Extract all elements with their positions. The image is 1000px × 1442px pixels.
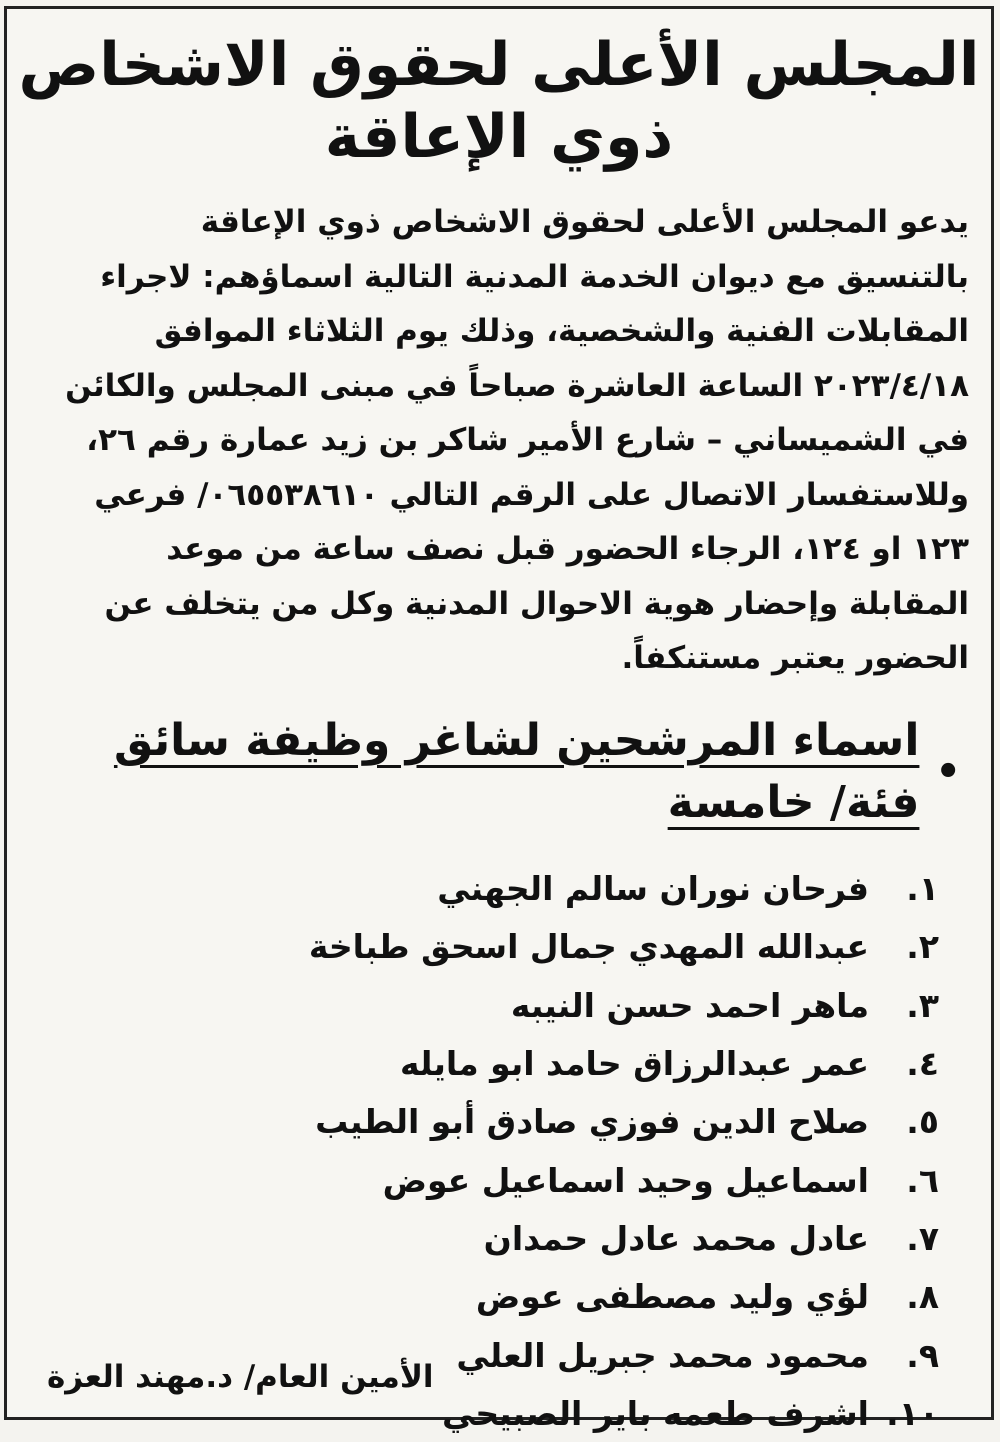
candidate-name: صلاح الدين فوزي صادق أبو الطيب [315,1102,879,1141]
item-number: ١. [879,869,939,908]
body-line: في الشميساني – شارع الأمير شاكر بن زيد عمارة رقم ٢٦، [29,413,969,468]
candidates-list [7,860,939,1442]
candidate-name: محمود محمد جبريل العلي [456,1336,879,1375]
list-item [7,1209,939,1267]
title-line-2: ذوي الإعاقة [7,103,991,171]
bullet-icon: • [935,741,961,803]
item-number: ٣. [879,986,939,1025]
item-number: ٧. [879,1219,939,1258]
list-item [7,1151,939,1209]
announcement-frame [4,6,994,1420]
body-line: المقابلات الفنية والشخصية، وذلك يوم الثلاثاء الموافق [29,304,969,359]
body-line: يدعو المجلس الأعلى لحقوق الاشخاص ذوي الإعاقة [29,195,969,250]
list-item [7,1268,939,1326]
candidate-name: اشرف طعمه باير الصبيحي [442,1394,879,1433]
signature: الأمين العام/ د.مهند العزة [47,1359,434,1395]
item-number: ١٠. [879,1394,939,1433]
candidates-heading [37,710,961,834]
item-number: ٨. [879,1277,939,1316]
candidates-heading-text: اسماء المرشحين لشاغر وظيفة سائق فئة/ خامسة [37,710,919,834]
body-line: وللاستفسار الاتصال على الرقم التالي ٠٦٥٥٣٨٦١٠/ فرعي [29,468,969,523]
list-item [7,976,939,1034]
list-item [7,1034,939,1092]
item-number: ٦. [879,1161,939,1200]
candidate-name: لؤي وليد مصطفى عوض [476,1277,879,1316]
item-number: ٩. [879,1336,939,1375]
item-number: ٢. [879,927,939,966]
title-line-1: المجلس الأعلى لحقوق الاشخاص [7,31,991,99]
body-line: الحضور يعتبر مستنكفاً. [29,631,969,686]
body-line: المقابلة وإحضار هوية الاحوال المدنية وكل من يتخلف عن [29,577,969,632]
item-number: ٤. [879,1044,939,1083]
candidate-name: اسماعيل وحيد اسماعيل عوض [383,1161,879,1200]
item-number: ٥. [879,1102,939,1141]
announcement-title [7,31,991,171]
candidate-name: عادل محمد عادل حمدان [484,1219,879,1258]
list-item [7,918,939,976]
candidate-name: عبدالله المهدي جمال اسحق طباخة [309,927,879,966]
candidate-name: ماهر احمد حسن النيبه [511,986,879,1025]
candidate-name: فرحان نوران سالم الجهني [437,869,879,908]
list-item [7,1093,939,1151]
list-item [7,860,939,918]
announcement-body [29,195,969,686]
body-line: بالتنسيق مع ديوان الخدمة المدنية التالية اسماؤهم: لاجراء [29,250,969,305]
candidate-name: عمر عبدالرزاق حامد ابو مايله [400,1044,879,1083]
body-line: ٢٠٢٣/٤/١٨ الساعة العاشرة صباحاً في مبنى المجلس والكائن [29,359,969,414]
body-line: ١٢٣ او ١٢٤، الرجاء الحضور قبل نصف ساعة من موعد [29,522,969,577]
